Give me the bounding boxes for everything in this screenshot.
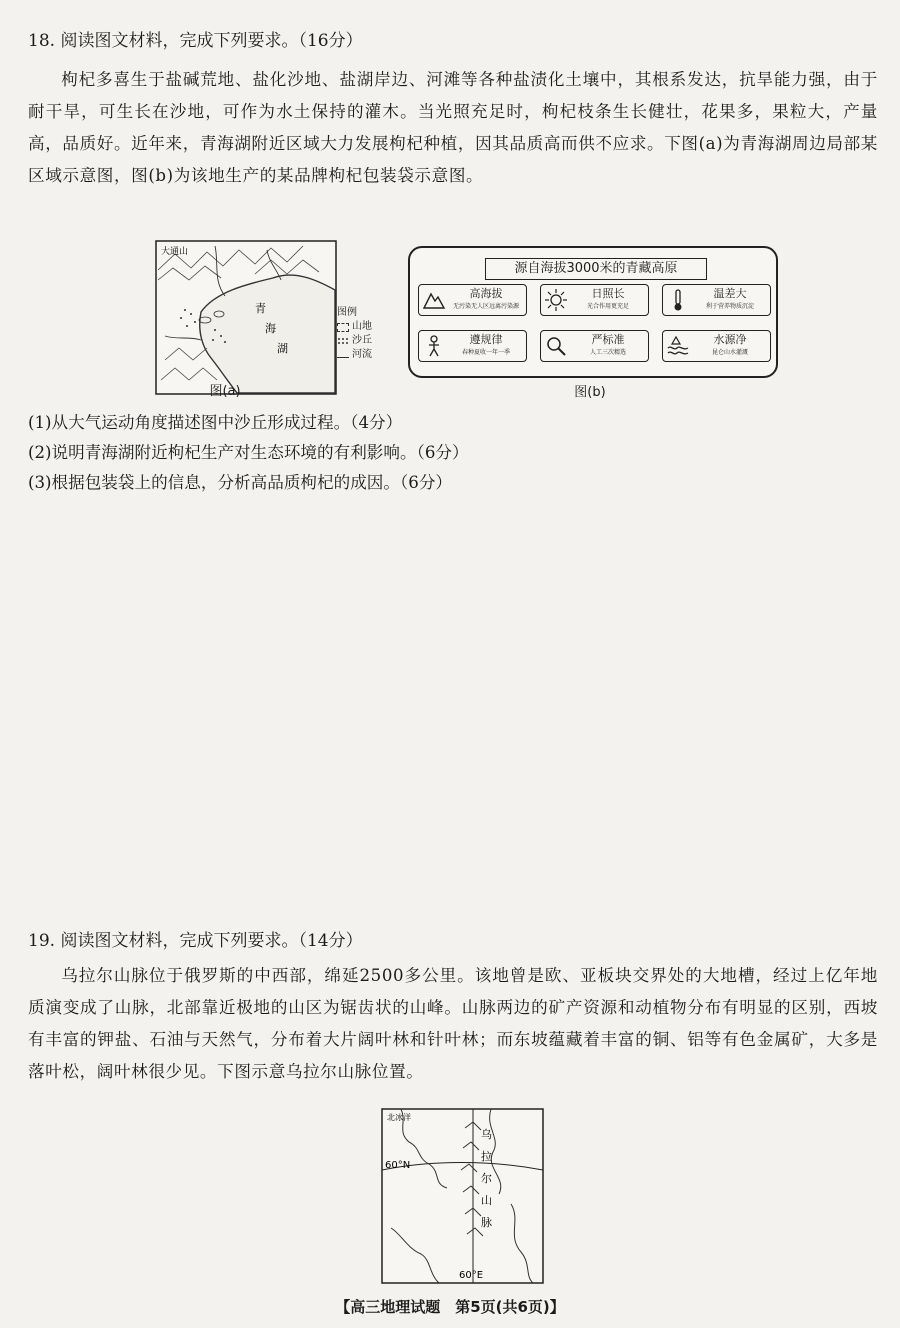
q18-question-list [28,408,878,498]
figure-a-caption: 图(a) [209,384,241,399]
package-headline: 源自海拔3000米的青藏高原 [485,258,707,280]
legend-river: 河流 [337,348,377,362]
range-char-4: 山 [481,1194,492,1207]
package-item-water: 水源净 昆仑山水灌溉 [662,330,771,362]
figure-b-package [408,246,778,378]
dune-symbol-icon [337,337,349,346]
sun-icon [544,288,568,312]
lake-label-1: 青 [255,302,266,315]
legend-mountain: 山地 [337,320,377,334]
longitude-60e-label: 60°E [459,1270,484,1281]
ural-map-svg [381,1108,544,1284]
q19-paragraph: 乌拉尔山脉位于俄罗斯的中西部，绵延2500多公里。该地曾是欧、亚板块交界处的大地槽，经过上亿年地质演变成了山脉，北部靠近极地的山区为锯齿状的山峰。山脉两边的矿产资源和动植物分布有明显的区别，西坡有丰富的钾盐、石油与天然气，分布着大片阔叶林和针叶林；而东坡蕴藏着丰富的铜、铝等有色金属矿，大多是落叶松，阔叶林很少见。下图示意乌拉尔山脉位置。 [28,966,878,1081]
thermometer-icon [666,288,690,312]
package-item-season: 遵规律 春种夏收一年一季 [418,330,527,362]
range-char-1: 乌 [481,1128,492,1141]
package-item-altitude: 高海拔 无污染无人区远离污染源 [418,284,527,316]
magnifier-icon [544,334,568,358]
ural-map [381,1108,544,1284]
q18-title: 18. 阅读图文材料，完成下列要求。（16分） [28,31,363,51]
water-icon [666,334,690,358]
range-char-5: 脉 [481,1216,492,1229]
latitude-60n-label: 60°N [385,1160,411,1171]
q18-paragraph: 枸杞多喜生于盐碱荒地、盐化沙地、盐湖岸边、河滩等各种盐渍化土壤中，其根系发达，抗旱能力强，由于耐干旱，可生长在沙地，可作为水土保持的灌木。当光照充足时，枸杞枝条生长健壮，花果多，果粒大，产量高，品质好。近年来，青海湖附近区域大力发展枸杞种植，因其品质高而供不应求。下图(a)为青海湖周边局部某区域示意图，图(b)为该地生产的某品牌枸杞包装袋示意图。 [28,70,878,185]
farmer-icon [422,334,446,358]
range-char-3: 尔 [481,1172,492,1185]
mountain-icon [422,288,446,312]
legend-title: 图例 [337,307,357,318]
lake-label-2: 海 [265,322,276,335]
q18-question-2: (2)说明青海湖附近枸杞生产对生态环境的有利影响。（6分） [28,443,469,462]
map-legend [337,306,377,362]
q18-question-3: (3)根据包装袋上的信息，分析高品质枸杞的成因。（6分） [28,473,453,492]
figure-a-map [155,240,375,399]
package-item-temperature: 温差大 利于营养物质沉淀 [662,284,771,316]
legend-dune: 沙丘 [337,334,377,348]
range-char-2: 拉 [481,1150,492,1163]
mountain-name-label: 大通山 [161,247,189,257]
page-footer: 【高三地理试题 第5页(共6页)】 [335,1298,565,1316]
q19-title: 19. 阅读图文材料，完成下列要求。（14分） [28,931,363,951]
lake-label-3: 湖 [277,342,288,355]
package-item-standard: 严标准 人工三次精选 [540,330,649,362]
river-symbol-icon [337,352,349,358]
mountain-symbol-icon [337,323,349,332]
q18-question-1: (1)从大气运动角度描述图中沙丘形成过程。（4分） [28,413,403,432]
package-item-sunshine: 日照长 光合作用更充足 [540,284,649,316]
ocean-label: 北冰洋 [387,1113,411,1122]
figure-b-caption: 图(b) [574,385,606,400]
